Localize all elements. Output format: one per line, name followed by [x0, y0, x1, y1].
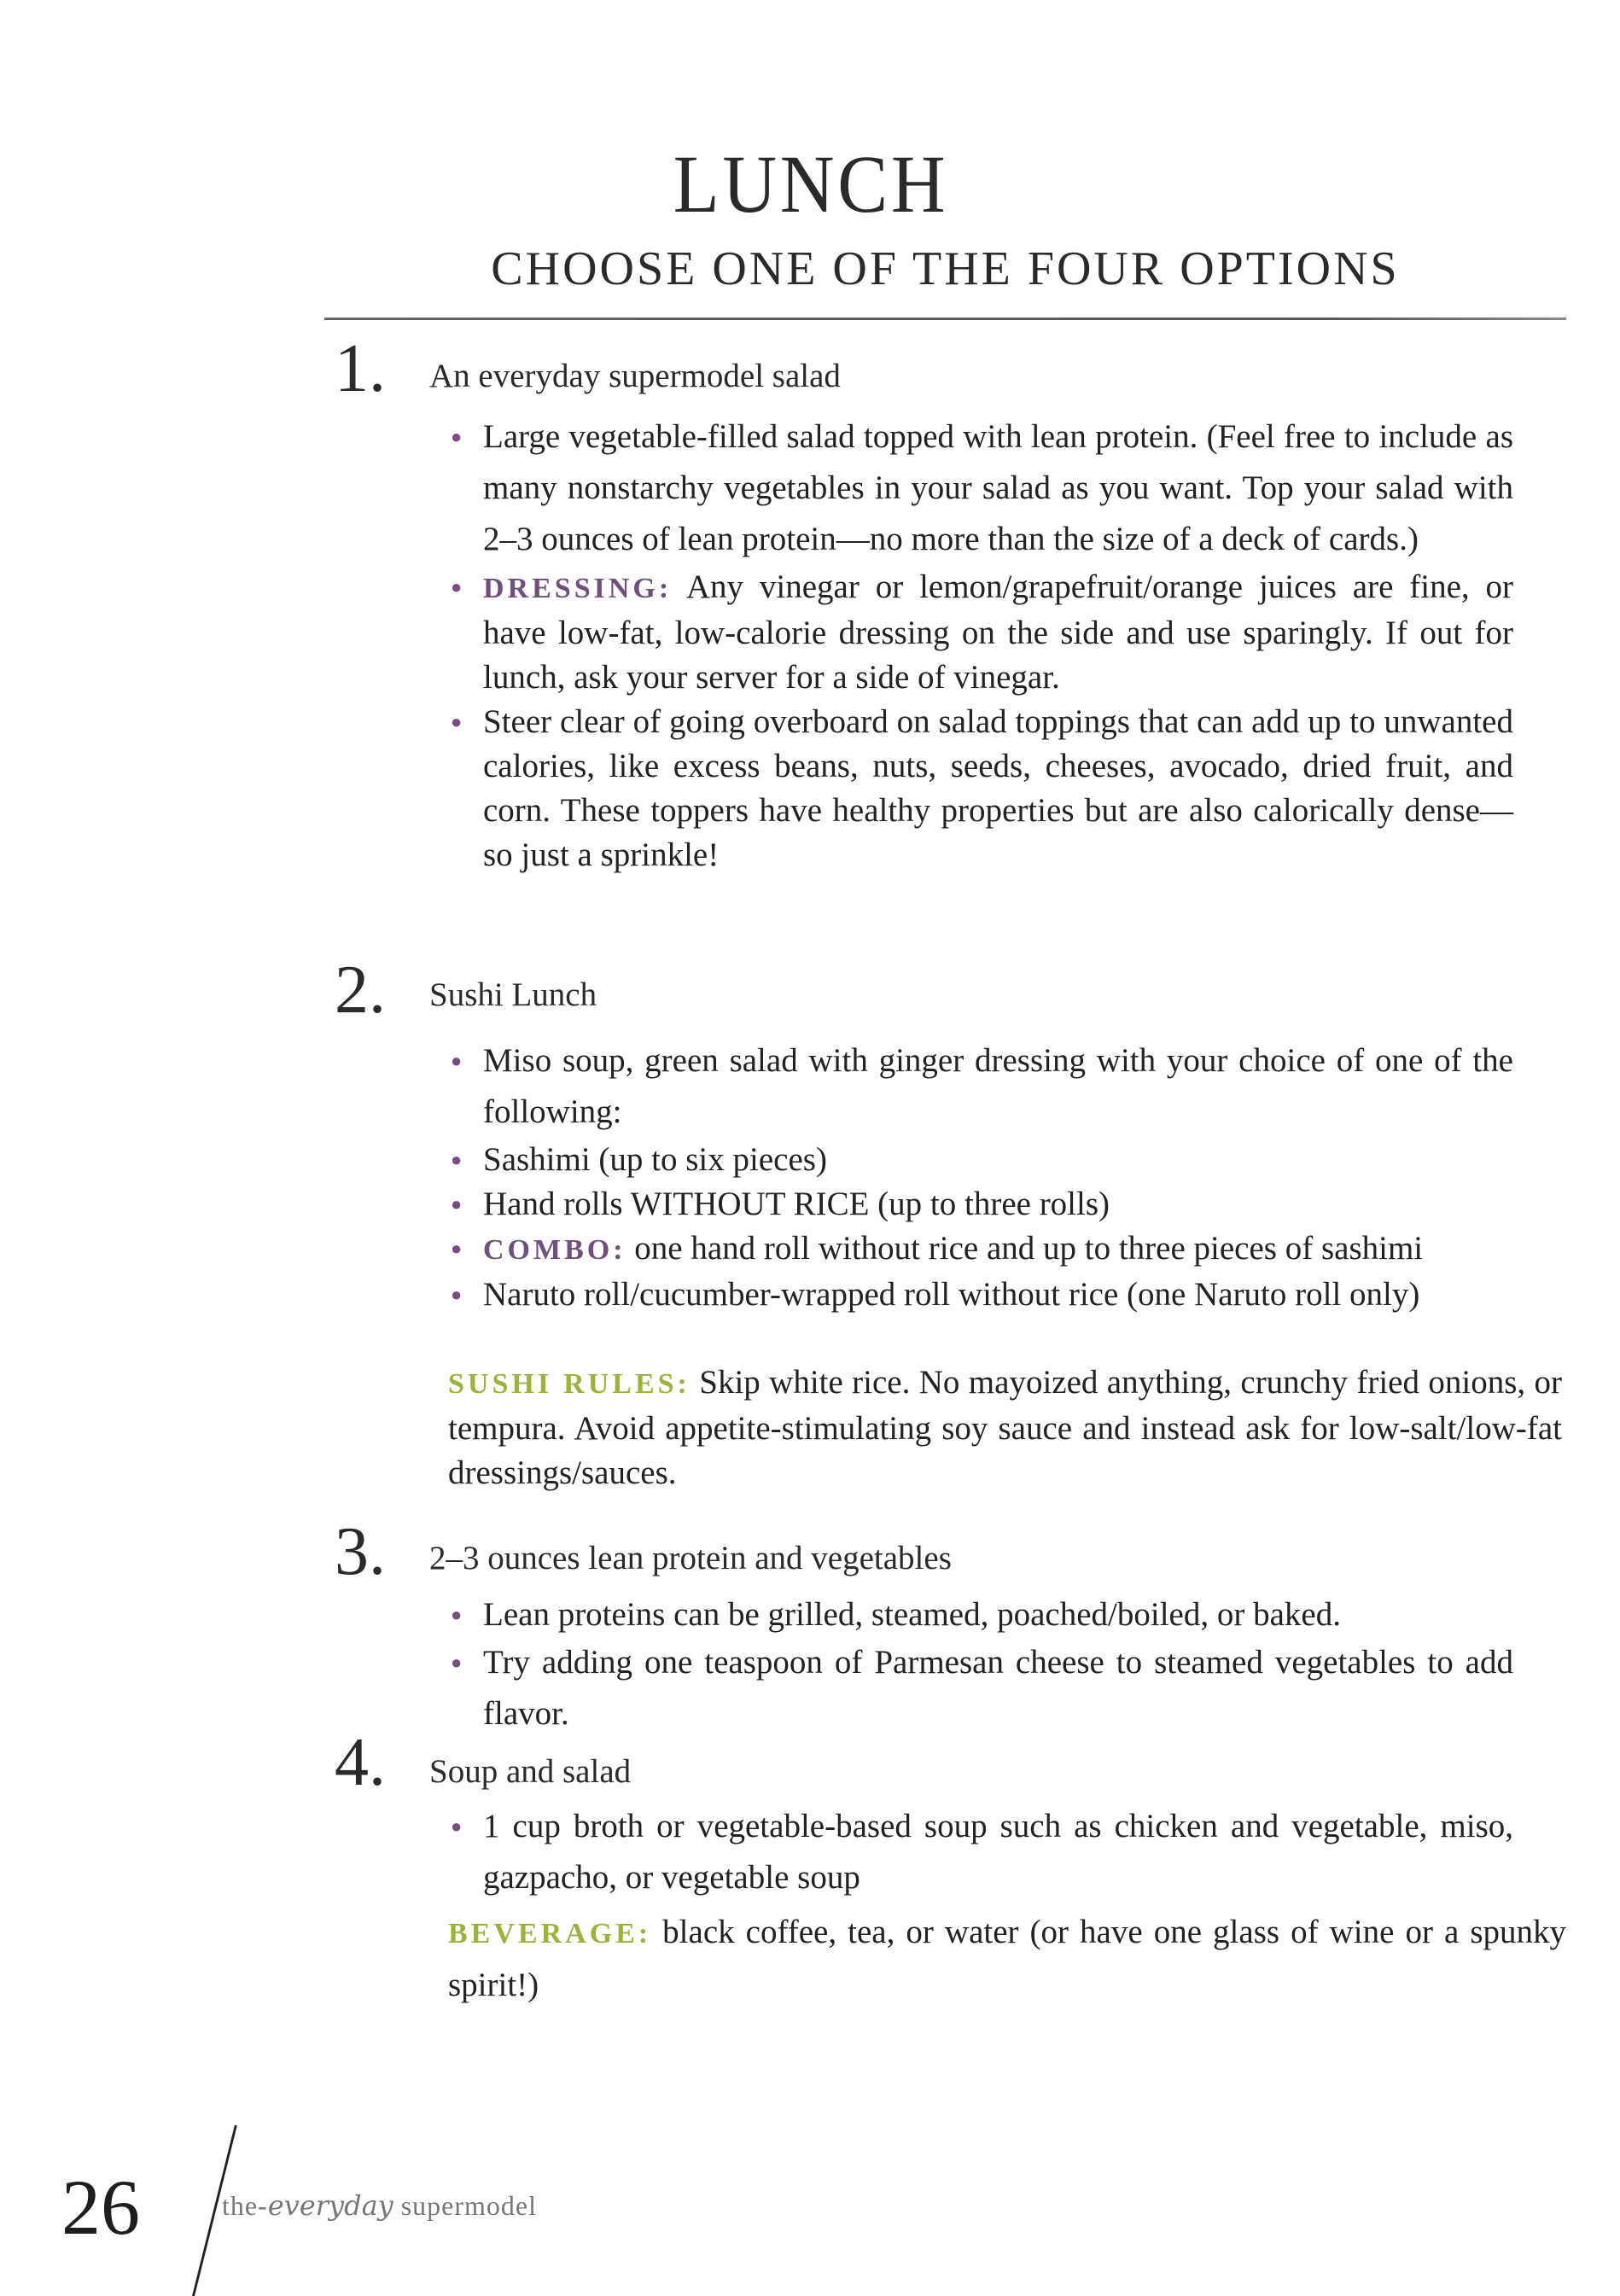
list-item: ● Try adding one teaspoon of Parmesan cheese to steamed vegetables to add flavor. — [451, 1637, 1513, 1739]
bullet-list — [451, 1035, 1513, 1317]
combo-label: COMBO: — [483, 1234, 626, 1266]
bullet-icon: ● — [451, 1050, 463, 1071]
list-item: ● Hand rolls WITHOUT RICE (up to three rolls) — [451, 1182, 1513, 1227]
bullet-list — [451, 1593, 1513, 1739]
bullet-icon: ● — [451, 1193, 463, 1215]
section-number: 1. — [335, 331, 386, 406]
section-title: 2–3 ounces lean protein and vegetables — [429, 1540, 952, 1576]
list-item: ● Naruto roll/cucumber-wrapped roll without rice (one Naruto roll only) — [451, 1273, 1513, 1317]
list-item: ● Lean proteins can be grilled, steamed, poached/boiled, or baked. — [451, 1593, 1513, 1637]
list-item: ● Steer clear of going overboard on salad toppings that can add up to unwanted calories, like excess beans, nuts, seeds, cheeses, avocado, dried fruit, and corn. These toppers have healthy properties but are also calorically dense—so just a sprinkle! — [451, 700, 1513, 877]
bullet-icon: ● — [451, 1652, 463, 1673]
beverage-note: BEVERAGE: black coffee, tea, or water (or have one glass of wine or a spunky spirit!) — [448, 1914, 1566, 2003]
bullet-list — [451, 1801, 1513, 1903]
header-divider — [324, 318, 1566, 320]
dressing-label: DRESSING: — [483, 573, 673, 604]
brand-script: everyday — [267, 2189, 393, 2222]
list-item: ● 1 cup broth or vegetable-based soup such as chicken and vegetable, miso, gazpacho, or vegetable soup — [451, 1801, 1513, 1903]
section-title: Soup and salad — [429, 1753, 632, 1790]
list-item: ● Miso soup, green salad with ginger dressing with your choice of one of the following: — [451, 1035, 1513, 1138]
beverage-label: BEVERAGE: — [448, 1918, 652, 1949]
list-item: ● DRESSING: Any vinegar or lemon/grapefruit/orange juices are fine, or have low-fat, low-calorie dressing on the side and use sparingly. If out for lunch, ask your server for a side of vinegar. — [451, 565, 1513, 700]
section-title: An everyday supermodel salad — [429, 358, 841, 394]
bullet-icon: ● — [451, 1238, 463, 1259]
list-item: ● Large vegetable-filled salad topped with lean protein. (Feel free to include as many nonstarchy vegetables in your salad as you want. Top your salad with 2–3 ounces of lean protein—no more than the size of a deck of cards.) — [451, 411, 1513, 565]
bullet-icon: ● — [451, 576, 463, 597]
bullet-icon: ● — [451, 1284, 463, 1305]
bullet-icon: ● — [451, 1149, 463, 1170]
sushi-rules-note: SUSHI RULES: Skip white rice. No mayoized anything, crunchy fried onions, or tempura. Avoid appetite-stimulating soy sauce and instead ask for low-salt/low-fat dressings/sauces. — [448, 1364, 1562, 1491]
section-number: 2. — [335, 953, 386, 1028]
page-subtitle: CHOOSE ONE OF THE FOUR OPTIONS — [491, 242, 1400, 295]
bullet-list — [451, 411, 1513, 877]
list-item: ● Sashimi (up to six pieces) — [451, 1138, 1513, 1182]
bullet-icon: ● — [451, 1604, 463, 1625]
sushi-rules-label: SUSHI RULES: — [448, 1368, 691, 1400]
bullet-icon: ● — [451, 711, 463, 732]
section-title: Sushi Lunch — [429, 976, 597, 1013]
book-brand: the-everyday supermodel — [222, 2189, 538, 2222]
bullet-icon: ● — [451, 426, 463, 447]
section-number: 3. — [335, 1514, 386, 1589]
section-number: 4. — [335, 1725, 386, 1800]
page-title: LUNCH — [673, 138, 949, 230]
bullet-icon: ● — [451, 1815, 463, 1837]
page-number: 26 — [61, 2164, 140, 2251]
list-item: ● COMBO: one hand roll without rice and up to three pieces of sashimi — [451, 1227, 1513, 1273]
